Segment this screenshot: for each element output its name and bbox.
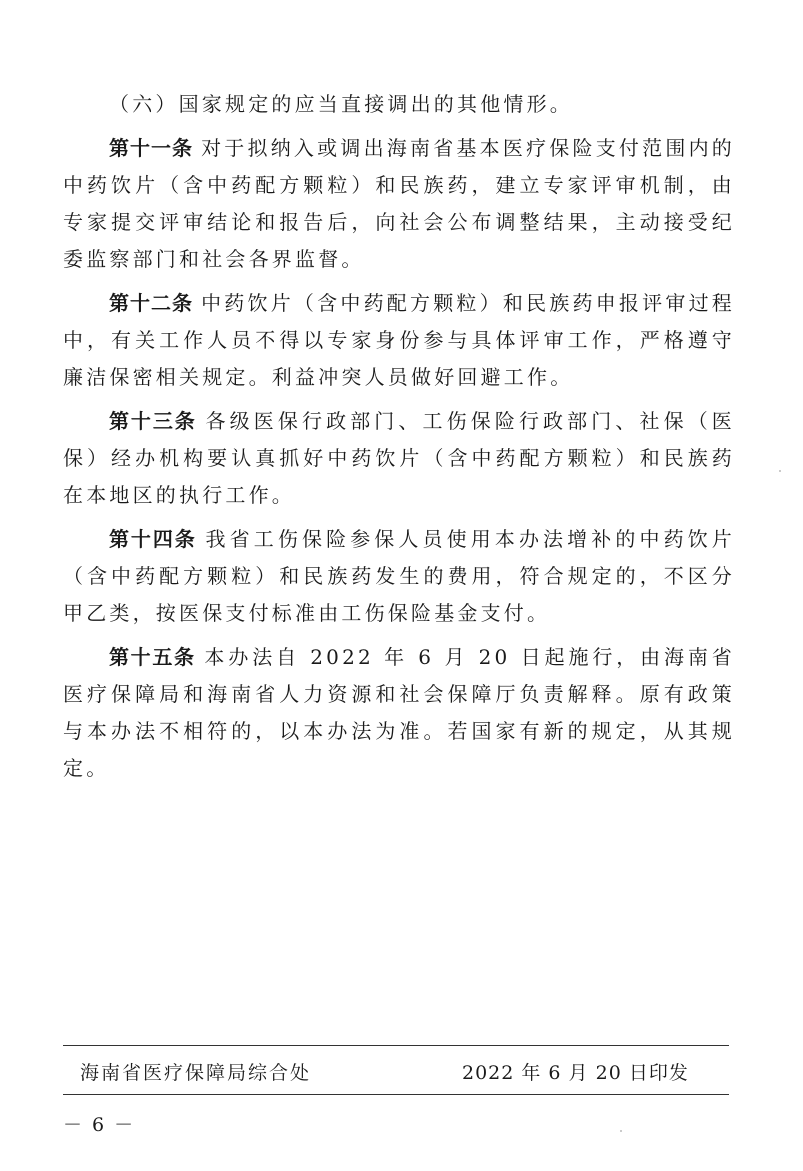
footer-rule-top (63, 1045, 729, 1046)
page-number: － 6 － (63, 1114, 136, 1136)
article-text: 我省工伤保险参保人员使用本办法增补的中药饮片（含中药配方颗粒）和民族药发生的费用，符合规定的，不区分甲乙类，按医保支付标准由工伤保险基金支付。 (63, 527, 736, 625)
article-number: 第十二条 (109, 291, 194, 315)
article-text: 对于拟纳入或调出海南省基本医疗保险支付范围内的中药饮片（含中药配方颗粒）和民族药，建立专家评审机制，由专家提交评审结论和报告后，向社会公布调整结果，主动接受纪委监察部门和社会各界监督。 (63, 136, 735, 271)
article-14 (63, 521, 735, 632)
document-body (63, 86, 735, 787)
article-11 (63, 130, 735, 278)
article-number: 第十一条 (109, 136, 194, 160)
scan-speck (779, 470, 781, 472)
footer-issue-date: 2022 年 6 月 20 日印发 (462, 1062, 689, 1084)
paragraph-item-6 (63, 86, 735, 123)
article-number: 第十三条 (109, 409, 197, 433)
paragraph-text: （六）国家规定的应当直接调出的其他情形。 (109, 92, 573, 116)
article-12 (63, 285, 735, 396)
article-text: 本办法自 2022 年 6 月 20 日起施行，由海南省医疗保障局和海南省人力资源和社会保障厅负责解释。原有政策与本办法不相符的，以本办法为准。若国家有新的规定，从其规定。 (63, 645, 735, 780)
article-text: 中药饮片（含中药配方颗粒）和民族药申报评审过程中，有关工作人员不得以专家身份参与具体评审工作，严格遵守廉洁保密相关规定。利益冲突人员做好回避工作。 (63, 291, 735, 389)
article-15 (63, 639, 735, 787)
article-13 (63, 403, 735, 514)
scan-speck (620, 1130, 622, 1132)
footer-issuer: 海南省医疗保障局综合处 (80, 1062, 312, 1084)
footer-rule-bottom (63, 1094, 729, 1095)
article-text: 各级医保行政部门、工伤保险行政部门、社保（医保）经办机构要认真抓好中药饮片（含中药配方颗粒）和民族药在本地区的执行工作。 (63, 409, 736, 507)
article-number: 第十四条 (109, 527, 197, 551)
article-number: 第十五条 (109, 645, 196, 669)
